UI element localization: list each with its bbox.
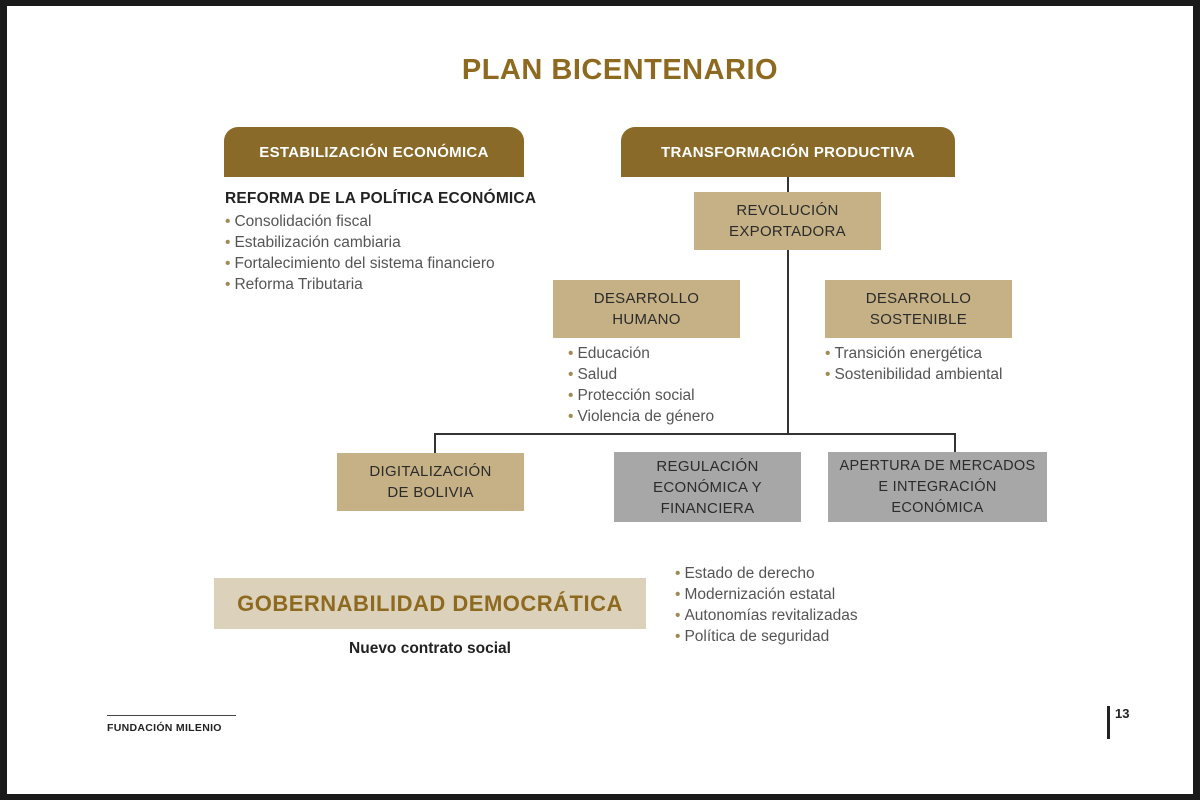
- list-item: • Reforma Tributaria: [225, 276, 363, 293]
- desarrollo-humano-list: [568, 343, 714, 427]
- footer-org: FUNDACIÓN MILENIO: [107, 722, 222, 734]
- list-item: • Violencia de género: [568, 408, 715, 425]
- connector-drop-right: [954, 433, 956, 453]
- estabilizacion-list: [225, 211, 495, 295]
- desarrollo-sostenible-list: [825, 343, 1002, 385]
- list-item: • Modernización estatal: [675, 586, 836, 603]
- list-item: • Educación: [568, 345, 650, 362]
- box-apertura-mercados: APERTURA DE MERCADOS E INTEGRACIÓN ECONÓMICA: [828, 452, 1047, 522]
- list-item: • Política de seguridad: [675, 628, 830, 645]
- page-number-bar: [1107, 706, 1110, 739]
- list-item: • Transición energética: [825, 345, 983, 362]
- connector-drop-left: [434, 433, 436, 453]
- connector-horizontal-bottom: [434, 433, 956, 435]
- box-desarrollo-humano: DESARROLLO HUMANO: [553, 280, 740, 338]
- tab-transformacion-label: TRANSFORMACIÓN PRODUCTIVA: [661, 143, 915, 161]
- box-gobernabilidad: [214, 578, 646, 629]
- reforma-heading: REFORMA DE LA POLÍTICA ECONÓMICA: [225, 190, 537, 207]
- list-item: • Salud: [568, 366, 618, 383]
- gobernabilidad-label: GOBERNABILIDAD DEMOCRÁTICA: [237, 590, 623, 616]
- page: [7, 6, 1193, 794]
- tab-estabilizacion-label: ESTABILIZACIÓN ECONÓMICA: [259, 143, 489, 161]
- list-item: • Estado de derecho: [675, 565, 815, 582]
- list-item: • Estabilización cambiaria: [225, 234, 401, 251]
- gobernabilidad-subtitle: Nuevo contrato social: [349, 640, 511, 657]
- list-item: • Consolidación fiscal: [225, 213, 372, 230]
- list-item: • Sostenibilidad ambiental: [825, 366, 1003, 383]
- list-item: • Fortalecimiento del sistema financiero: [225, 255, 495, 272]
- footer-rule: [107, 715, 236, 716]
- page-number: 13: [1115, 706, 1130, 721]
- gobernabilidad-list: [675, 563, 858, 647]
- tab-estabilizacion-economica: [224, 127, 524, 177]
- box-regulacion: REGULACIÓN ECONÓMICA Y FINANCIERA: [614, 452, 801, 522]
- box-desarrollo-sostenible: DESARROLLO SOSTENIBLE: [825, 280, 1012, 338]
- box-digitalizacion: DIGITALIZACIÓN DE BOLIVIA: [337, 453, 524, 511]
- box-revolucion-exportadora: REVOLUCIÓN EXPORTADORA: [694, 192, 881, 250]
- list-item: • Autonomías revitalizadas: [675, 607, 858, 624]
- tab-transformacion-productiva: [621, 127, 955, 177]
- list-item: • Protección social: [568, 387, 695, 404]
- page-title: PLAN BICENTENARIO: [461, 54, 779, 86]
